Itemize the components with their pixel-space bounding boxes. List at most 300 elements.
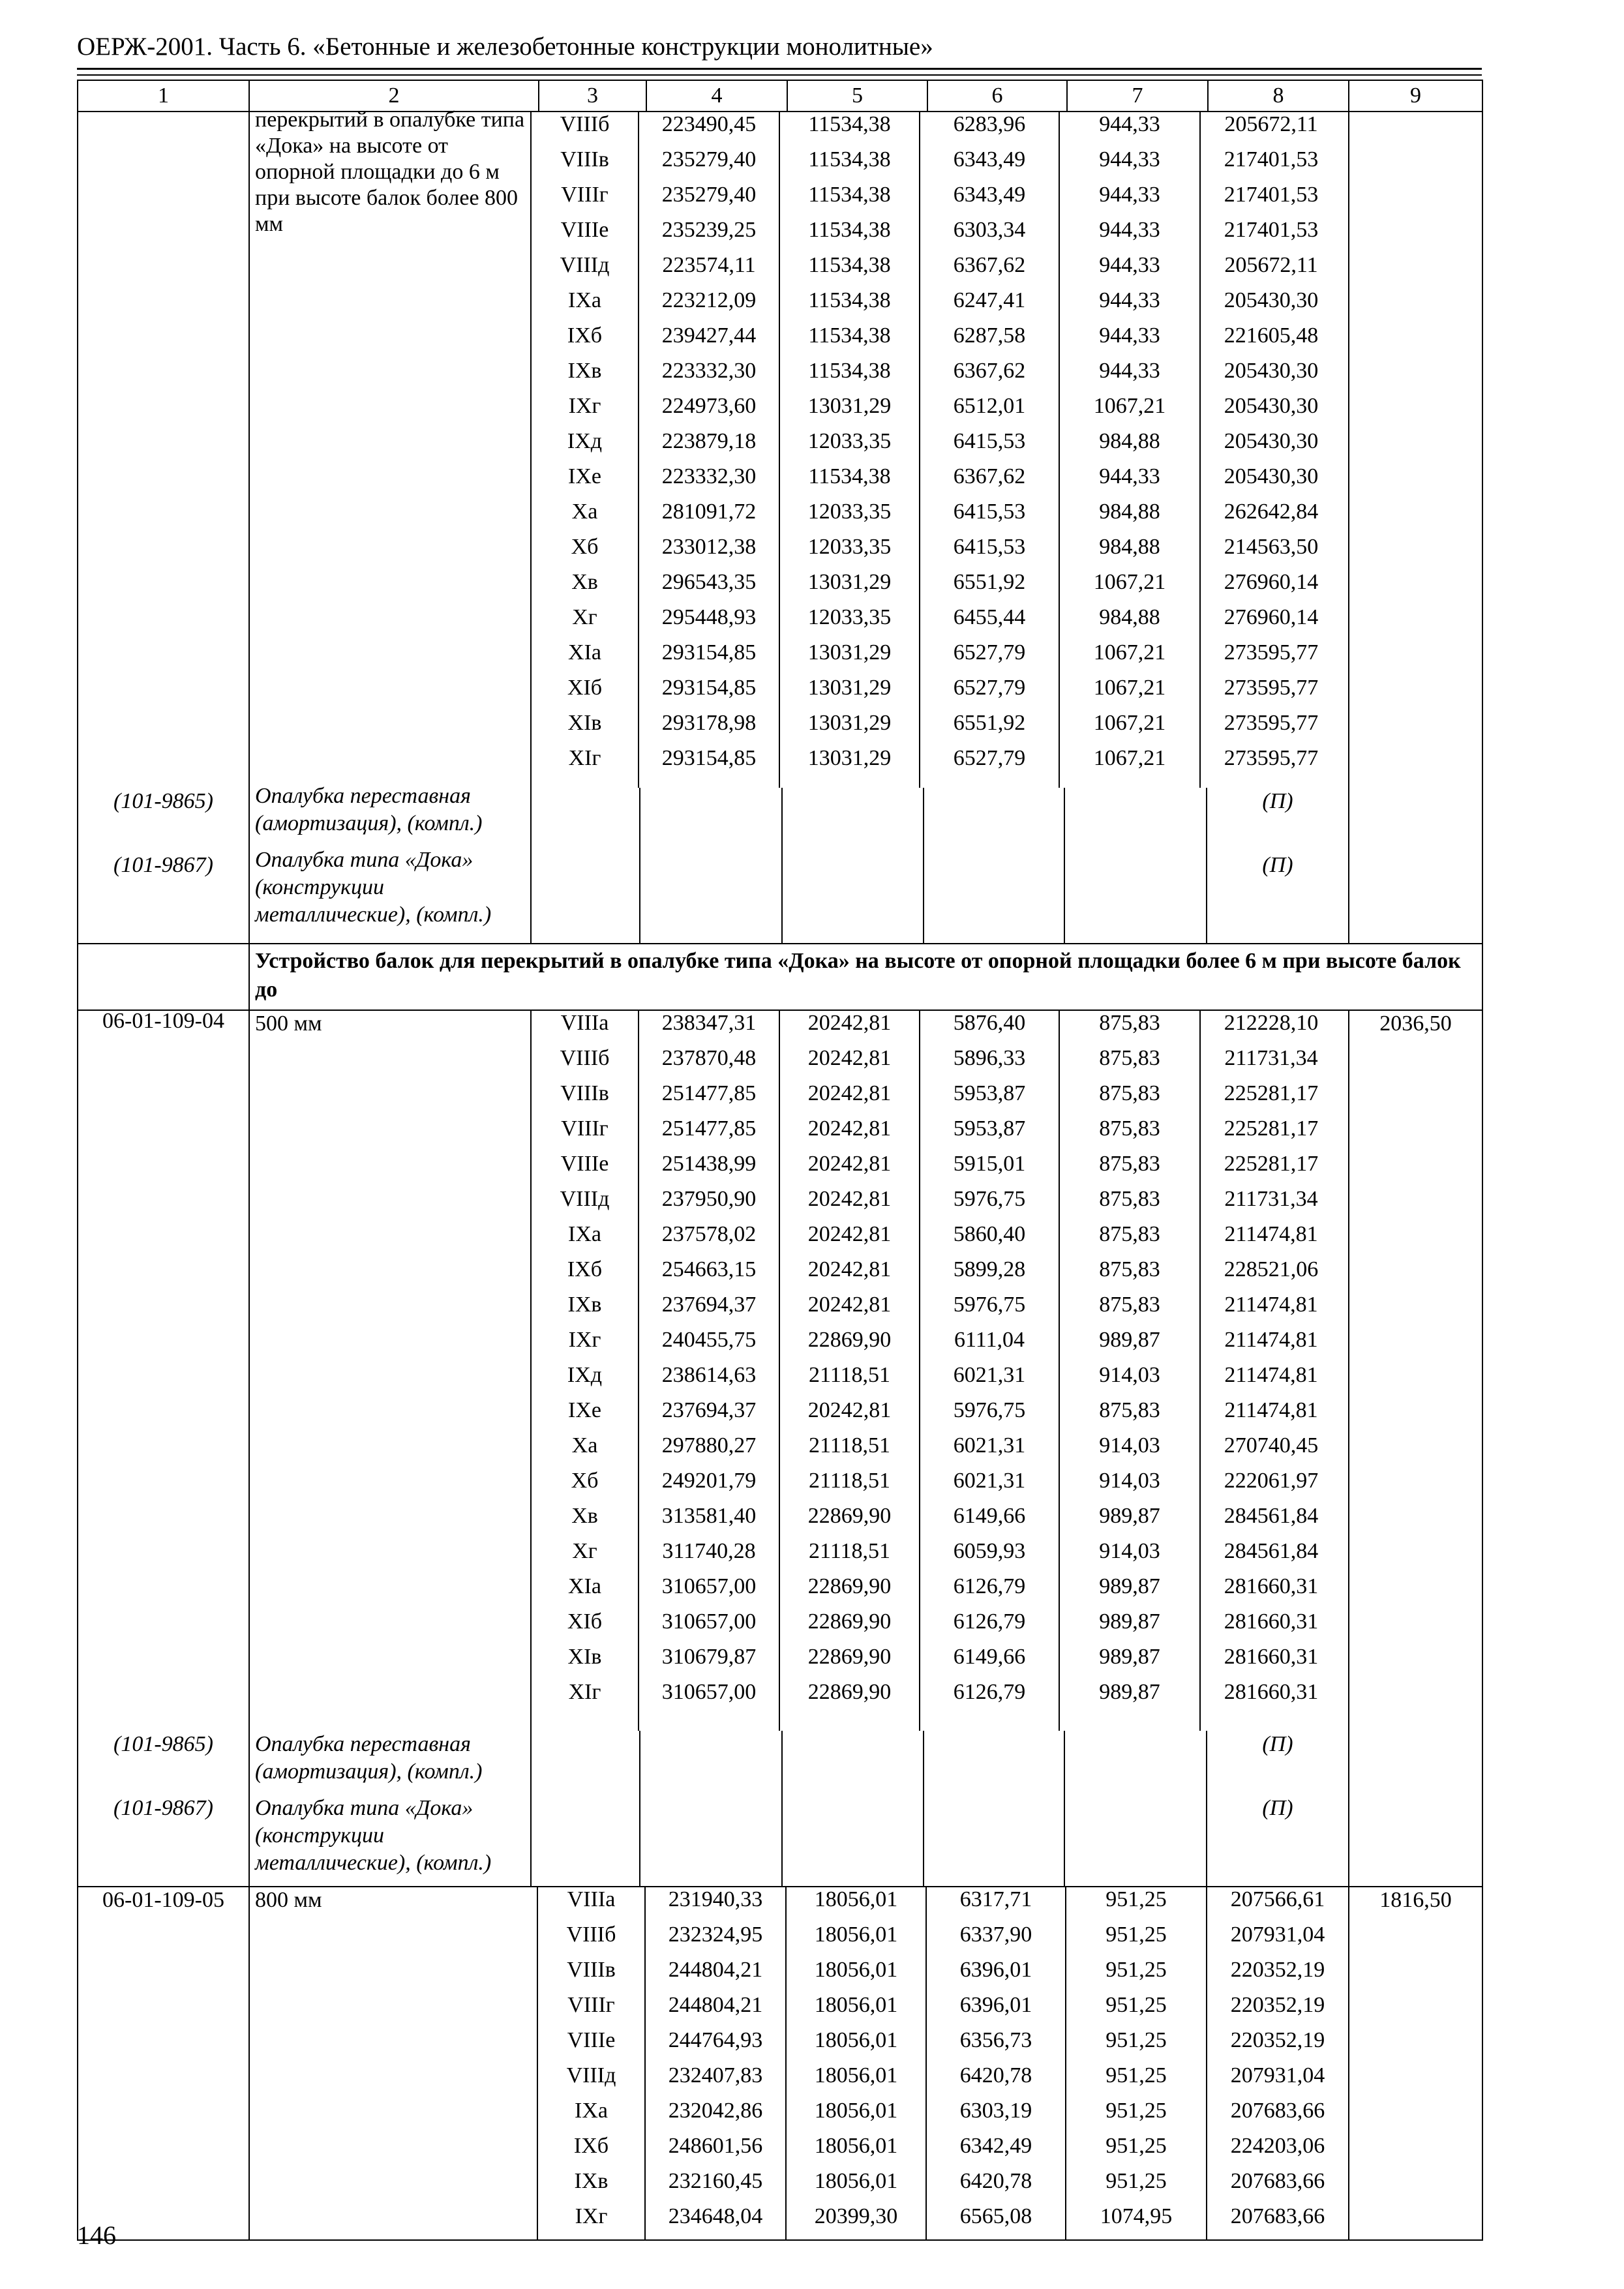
value-cell: 231940,33 xyxy=(668,1887,763,1911)
value-cell: 6059,93 xyxy=(953,1539,1026,1563)
value-cell: 5876,40 xyxy=(953,1011,1026,1035)
region-cell: VIIIе xyxy=(560,1152,609,1176)
rate-block-06-01-109-04 xyxy=(78,1010,1482,1887)
value-cell: 875,83 xyxy=(1099,1187,1160,1211)
labor-value: 1816,50 xyxy=(1379,1888,1452,1912)
value-cell: 273595,77 xyxy=(1224,640,1319,665)
resource-name: Опалубка переставная (амортизация), (компл.) xyxy=(255,1732,483,1784)
value-cell: 989,87 xyxy=(1099,1609,1160,1634)
region-cell: Xа xyxy=(571,500,598,524)
value-cell: 232042,86 xyxy=(668,2099,763,2123)
value-cell: 12033,35 xyxy=(807,500,892,524)
value-cell: 220352,19 xyxy=(1230,1958,1325,1982)
value-cell: 20242,81 xyxy=(807,1152,892,1176)
value-cell: 220352,19 xyxy=(1230,2028,1325,2052)
region-cell: VIIIа xyxy=(567,1887,616,1911)
region-cell: IXв xyxy=(567,1293,602,1317)
value-cell: 6287,58 xyxy=(953,323,1026,348)
value-cell: 11534,38 xyxy=(808,253,891,277)
value-cell: 944,33 xyxy=(1099,253,1160,277)
value-cell: 254663,15 xyxy=(661,1257,757,1281)
value-cell: 6367,62 xyxy=(953,464,1026,488)
value-cell: 11534,38 xyxy=(808,288,891,312)
value-cell: 6396,01 xyxy=(959,1958,1032,1982)
value-cell: 235239,25 xyxy=(661,218,757,242)
value-cell: 875,83 xyxy=(1099,1116,1160,1141)
region-cell: IXв xyxy=(574,2169,609,2193)
value-cell: 875,83 xyxy=(1099,1046,1160,1070)
value-cell: 984,88 xyxy=(1099,429,1160,453)
value-cell: 281660,31 xyxy=(1224,1680,1319,1704)
value-cell: 220352,19 xyxy=(1230,1993,1325,2017)
value-cell: 251438,99 xyxy=(661,1152,757,1176)
value-cell: 293178,98 xyxy=(661,711,757,735)
code-cell xyxy=(78,112,249,944)
value-cell: 6247,41 xyxy=(953,288,1026,312)
value-cell: 5953,87 xyxy=(953,1116,1026,1141)
value-cell: 22869,90 xyxy=(807,1645,892,1669)
region-cell: VIIIд xyxy=(560,253,610,277)
value-cell: 211474,81 xyxy=(1224,1293,1318,1317)
resource-mark: (П) xyxy=(1262,789,1293,813)
value-cell: 6415,53 xyxy=(953,535,1026,559)
region-cell: VIIIг xyxy=(567,1993,615,2017)
value-cell: 262642,84 xyxy=(1224,500,1319,524)
region-cell: XIг xyxy=(568,746,601,770)
value-cell: 211474,81 xyxy=(1224,1398,1318,1422)
value-cell: 6283,96 xyxy=(953,112,1026,136)
value-cell: 6126,79 xyxy=(953,1609,1026,1634)
value-cell: 21118,51 xyxy=(809,1433,890,1458)
value-cell: 13031,29 xyxy=(807,640,892,665)
value-column xyxy=(1201,112,1342,788)
header-rule-thin xyxy=(77,74,1482,76)
resource-name: Опалубка типа «Дока» (конструкции металлические), (компл.) xyxy=(255,1796,492,1875)
region-cell: Xб xyxy=(571,1469,599,1493)
region-cell: XIв xyxy=(567,1645,602,1669)
value-column xyxy=(1060,112,1201,788)
value-cell: 6356,73 xyxy=(959,2028,1032,2052)
value-cell: 6126,79 xyxy=(953,1680,1026,1704)
value-cell: 951,25 xyxy=(1105,2169,1167,2193)
value-column xyxy=(639,112,780,788)
value-cell: 232407,83 xyxy=(668,2063,763,2087)
value-cell: 1074,95 xyxy=(1100,2204,1173,2228)
value-cell: 20242,81 xyxy=(807,1187,892,1211)
value-cell: 6527,79 xyxy=(953,746,1026,770)
value-cell: 6343,49 xyxy=(953,183,1026,207)
value-column xyxy=(920,1011,1060,1731)
value-cell: 238614,63 xyxy=(661,1363,757,1387)
region-cell: XIв xyxy=(567,711,602,735)
value-cell: 13031,29 xyxy=(807,394,892,418)
value-cell: 228521,06 xyxy=(1224,1257,1319,1281)
value-cell: 1067,21 xyxy=(1093,640,1166,665)
value-cell: 6126,79 xyxy=(953,1574,1026,1598)
value-cell: 244804,21 xyxy=(668,1958,763,1982)
col9-cell xyxy=(1349,112,1482,944)
value-cell: 276960,14 xyxy=(1224,605,1319,629)
value-column xyxy=(920,112,1060,788)
value-cell: 20399,30 xyxy=(814,2204,898,2228)
value-cell: 1067,21 xyxy=(1093,394,1166,418)
value-cell: 18056,01 xyxy=(814,2169,898,2193)
region-cell: IXг xyxy=(568,1328,601,1352)
region-cell: IXа xyxy=(568,288,601,312)
value-cell: 232324,95 xyxy=(668,1922,763,1947)
value-cell: 217401,53 xyxy=(1224,183,1319,207)
value-cell: 989,87 xyxy=(1099,1328,1160,1352)
value-cell: 251477,85 xyxy=(661,1116,757,1141)
region-cell: XIа xyxy=(568,1574,601,1598)
work-description: 500 мм xyxy=(255,1011,322,1036)
region-cell: IXв xyxy=(567,359,602,383)
value-cell: 20242,81 xyxy=(807,1222,892,1246)
value-cell: 273595,77 xyxy=(1224,676,1319,700)
value-cell: 914,03 xyxy=(1099,1469,1160,1493)
region-cell: Xг xyxy=(572,605,597,629)
value-cell: 11534,38 xyxy=(808,323,891,348)
value-cell: 293154,85 xyxy=(661,676,757,700)
value-cell: 223212,09 xyxy=(661,288,757,312)
value-cell: 223332,30 xyxy=(661,359,757,383)
value-cell: 205430,30 xyxy=(1224,429,1319,453)
value-column xyxy=(1201,1011,1342,1731)
value-cell: 984,88 xyxy=(1099,605,1160,629)
value-cell: 205672,11 xyxy=(1224,253,1318,277)
work-description: 800 мм xyxy=(255,1888,322,1912)
value-cell: 211474,81 xyxy=(1224,1222,1318,1246)
region-cell: VIIIг xyxy=(561,1116,609,1141)
value-column xyxy=(1207,1887,1348,2239)
value-cell: 248601,56 xyxy=(668,2134,763,2158)
value-cell: 6415,53 xyxy=(953,429,1026,453)
value-cell: 281660,31 xyxy=(1224,1609,1319,1634)
value-cell: 223332,30 xyxy=(661,464,757,488)
value-cell: 207566,61 xyxy=(1230,1887,1325,1911)
value-cell: 6367,62 xyxy=(953,359,1026,383)
value-cell: 6021,31 xyxy=(953,1363,1026,1387)
region-cell: Xа xyxy=(571,1433,598,1458)
region-cell: IXа xyxy=(568,1222,601,1246)
value-cell: 217401,53 xyxy=(1224,218,1319,242)
value-cell: 207683,66 xyxy=(1230,2099,1325,2123)
region-cell: VIIIе xyxy=(567,2028,616,2052)
value-cell: 1067,21 xyxy=(1093,676,1166,700)
value-cell: 18056,01 xyxy=(814,1922,898,1947)
value-cell: 989,87 xyxy=(1099,1504,1160,1528)
value-cell: 207683,66 xyxy=(1230,2169,1325,2193)
col-number: 1 xyxy=(78,80,249,112)
value-cell: 310657,00 xyxy=(661,1574,757,1598)
region-cell: Xб xyxy=(571,535,599,559)
value-cell: 225281,17 xyxy=(1224,1116,1319,1141)
value-cell: 21118,51 xyxy=(809,1469,890,1493)
value-cell: 284561,84 xyxy=(1224,1539,1319,1563)
value-cell: 207931,04 xyxy=(1230,1922,1325,1947)
value-cell: 22869,90 xyxy=(807,1609,892,1634)
value-cell: 273595,77 xyxy=(1224,746,1319,770)
code-cell xyxy=(78,1887,249,2240)
value-cell: 6527,79 xyxy=(953,640,1026,665)
col-number: 4 xyxy=(646,80,787,112)
value-cell: 944,33 xyxy=(1099,288,1160,312)
value-cell: 205430,30 xyxy=(1224,359,1319,383)
value-cell: 951,25 xyxy=(1105,2099,1167,2123)
value-cell: 951,25 xyxy=(1105,1887,1167,1911)
value-cell: 212228,10 xyxy=(1224,1011,1319,1035)
value-cell: 18056,01 xyxy=(814,1887,898,1911)
value-cell: 13031,29 xyxy=(807,711,892,735)
value-cell: 311740,28 xyxy=(662,1539,756,1563)
running-header: ОЕРЖ-2001. Часть 6. «Бетонные и железобетонные конструкции монолитные» xyxy=(77,33,933,61)
region-cell: VIIIд xyxy=(566,2063,616,2087)
values-area xyxy=(532,112,1348,943)
col-number: 7 xyxy=(1067,80,1208,112)
value-cell: 944,33 xyxy=(1099,464,1160,488)
value-cell: 211474,81 xyxy=(1224,1363,1318,1387)
value-column xyxy=(639,1011,780,1731)
value-cell: 12033,35 xyxy=(807,535,892,559)
value-cell: 6337,90 xyxy=(959,1922,1032,1947)
value-column xyxy=(780,1011,920,1731)
region-cell: VIIIб xyxy=(560,112,610,136)
value-cell: 310657,00 xyxy=(661,1680,757,1704)
col-number: 9 xyxy=(1349,80,1482,112)
value-cell: 249201,79 xyxy=(661,1469,757,1493)
value-cell: 6512,01 xyxy=(953,394,1026,418)
value-column xyxy=(646,1887,787,2239)
value-cell: 6317,71 xyxy=(959,1887,1032,1911)
value-cell: 944,33 xyxy=(1099,323,1160,348)
value-column xyxy=(927,1887,1066,2239)
value-cell: 211731,34 xyxy=(1224,1187,1318,1211)
value-cell: 18056,01 xyxy=(814,2028,898,2052)
value-cell: 237870,48 xyxy=(661,1046,757,1070)
region-cell: VIIIе xyxy=(560,218,609,242)
value-cell: 6021,31 xyxy=(953,1433,1026,1458)
value-cell: 211731,34 xyxy=(1224,1046,1318,1070)
value-cell: 313581,40 xyxy=(661,1504,757,1528)
value-cell: 273595,77 xyxy=(1224,711,1319,735)
value-cell: 233012,38 xyxy=(661,535,757,559)
region-cell: IXб xyxy=(567,323,603,348)
value-cell: 270740,45 xyxy=(1224,1433,1319,1458)
value-cell: 11534,38 xyxy=(808,147,891,172)
page-number: 146 xyxy=(77,2221,116,2250)
region-cell: IXб xyxy=(567,1257,603,1281)
region-cell: IXг xyxy=(568,394,601,418)
value-cell: 6149,66 xyxy=(953,1504,1026,1528)
col-number: 6 xyxy=(927,80,1067,112)
value-cell: 6455,44 xyxy=(953,605,1026,629)
value-cell: 944,33 xyxy=(1099,218,1160,242)
region-cell: VIIIб xyxy=(560,1046,610,1070)
value-cell: 5899,28 xyxy=(953,1257,1026,1281)
values-grid-part3 xyxy=(538,1887,1348,2239)
value-cell: 951,25 xyxy=(1105,2134,1167,2158)
value-cell: 18056,01 xyxy=(814,2099,898,2123)
values-grid-part2 xyxy=(532,1011,1348,1731)
value-cell: 5860,40 xyxy=(953,1222,1026,1246)
resource-name: Опалубка переставная (амортизация), (компл.) xyxy=(255,784,483,835)
resource-code: (101-9865) xyxy=(113,1732,213,1756)
value-cell: 296543,35 xyxy=(661,570,757,594)
resource-code: (101-9867) xyxy=(113,1796,213,1820)
region-cell: IXе xyxy=(568,464,601,488)
value-cell: 20242,81 xyxy=(807,1116,892,1141)
value-cell: 951,25 xyxy=(1105,1922,1167,1947)
value-column xyxy=(532,1011,639,1731)
value-cell: 18056,01 xyxy=(814,2063,898,2087)
region-cell: VIIIв xyxy=(560,1081,609,1105)
value-cell: 11534,38 xyxy=(808,183,891,207)
value-cell: 232160,45 xyxy=(668,2169,763,2193)
value-cell: 20242,81 xyxy=(807,1046,892,1070)
value-cell: 944,33 xyxy=(1099,183,1160,207)
value-cell: 225281,17 xyxy=(1224,1081,1319,1105)
value-cell: 281660,31 xyxy=(1224,1645,1319,1669)
resource-mark: (П) xyxy=(1262,853,1293,877)
value-cell: 951,25 xyxy=(1105,1993,1167,2017)
value-cell: 875,83 xyxy=(1099,1081,1160,1105)
value-cell: 276960,14 xyxy=(1224,570,1319,594)
value-cell: 6527,79 xyxy=(953,676,1026,700)
region-cell: IXа xyxy=(575,2099,608,2123)
value-cell: 225281,17 xyxy=(1224,1152,1319,1176)
value-cell: 6111,04 xyxy=(954,1328,1025,1352)
value-cell: 5953,87 xyxy=(953,1081,1026,1105)
value-cell: 13031,29 xyxy=(807,676,892,700)
merged-cell xyxy=(249,1010,1349,1887)
value-cell: 944,33 xyxy=(1099,147,1160,172)
value-cell: 1067,21 xyxy=(1093,711,1166,735)
value-column xyxy=(1066,1887,1207,2239)
value-cell: 207683,66 xyxy=(1230,2204,1325,2228)
value-cell: 951,25 xyxy=(1105,2063,1167,2087)
value-cell: 244764,93 xyxy=(668,2028,763,2052)
code-cell xyxy=(78,1010,249,1887)
value-cell: 11534,38 xyxy=(808,218,891,242)
region-cell: IXб xyxy=(573,2134,609,2158)
merged-cell xyxy=(249,108,1349,944)
value-cell: 875,83 xyxy=(1099,1011,1160,1035)
region-cell: IXд xyxy=(567,429,603,453)
value-cell: 989,87 xyxy=(1099,1680,1160,1704)
value-cell: 5976,75 xyxy=(953,1293,1026,1317)
resource-code: (101-9867) xyxy=(113,853,213,877)
value-cell: 944,33 xyxy=(1099,359,1160,383)
resource-name: Опалубка типа «Дока» (конструкции металлические), (компл.) xyxy=(255,848,492,927)
value-cell: 6149,66 xyxy=(953,1645,1026,1669)
value-cell: 875,83 xyxy=(1099,1293,1160,1317)
value-cell: 281091,72 xyxy=(661,500,757,524)
col-number: 5 xyxy=(787,80,927,112)
value-cell: 11534,38 xyxy=(808,464,891,488)
description-column xyxy=(250,1887,538,2239)
value-cell: 12033,35 xyxy=(807,605,892,629)
region-cell: Xг xyxy=(572,1539,597,1563)
value-cell: 5896,33 xyxy=(953,1046,1026,1070)
col9-cell xyxy=(1349,1010,1482,1887)
merged-cell xyxy=(249,1887,1349,2240)
value-cell: 6420,78 xyxy=(959,2063,1032,2087)
value-cell: 237694,37 xyxy=(661,1293,757,1317)
value-cell: 281660,31 xyxy=(1224,1574,1319,1598)
value-cell: 6551,92 xyxy=(953,570,1026,594)
value-cell: 234648,04 xyxy=(668,2204,763,2228)
value-cell: 6303,19 xyxy=(959,2099,1032,2123)
rate-block-continued xyxy=(78,112,1482,944)
value-cell: 310679,87 xyxy=(661,1645,757,1669)
value-cell: 293154,85 xyxy=(661,746,757,770)
value-cell: 875,83 xyxy=(1099,1152,1160,1176)
value-cell: 6551,92 xyxy=(953,711,1026,735)
value-cell: 223879,18 xyxy=(661,429,757,453)
values-grid-part1 xyxy=(532,112,1348,788)
value-cell: 875,83 xyxy=(1099,1257,1160,1281)
value-column xyxy=(1060,1011,1201,1731)
resource-mark: (П) xyxy=(1262,1732,1293,1756)
region-cell: Xв xyxy=(571,570,598,594)
region-cell: XIб xyxy=(567,676,603,700)
value-cell: 1067,21 xyxy=(1093,570,1166,594)
region-cell: XIа xyxy=(568,640,601,665)
value-cell: 235279,40 xyxy=(661,147,757,172)
value-cell: 914,03 xyxy=(1099,1433,1160,1458)
value-cell: 295448,93 xyxy=(661,605,757,629)
resource-code: (101-9865) xyxy=(113,789,213,813)
rates-table xyxy=(77,80,1483,2241)
value-cell: 237578,02 xyxy=(661,1222,757,1246)
value-column xyxy=(780,112,920,788)
value-cell: 221605,48 xyxy=(1224,323,1319,348)
value-cell: 18056,01 xyxy=(814,1993,898,2017)
col-number: 2 xyxy=(249,80,539,112)
resource-mark: (П) xyxy=(1262,1796,1293,1820)
value-cell: 13031,29 xyxy=(807,570,892,594)
value-cell: 223574,11 xyxy=(662,253,756,277)
value-cell: 13031,29 xyxy=(807,746,892,770)
value-cell: 239427,44 xyxy=(661,323,757,348)
region-cell: XIб xyxy=(567,1609,603,1634)
value-cell: 22869,90 xyxy=(807,1680,892,1704)
value-cell: 6367,62 xyxy=(953,253,1026,277)
value-cell: 205430,30 xyxy=(1224,288,1319,312)
header-rule xyxy=(77,68,1482,70)
value-cell: 18056,01 xyxy=(814,1958,898,1982)
value-cell: 22869,90 xyxy=(807,1328,892,1352)
region-cell: Xв xyxy=(571,1504,598,1528)
value-column xyxy=(532,112,639,788)
col-number: 8 xyxy=(1208,80,1349,112)
col9-cell xyxy=(1349,1887,1482,2240)
value-cell: 875,83 xyxy=(1099,1398,1160,1422)
value-cell: 6343,49 xyxy=(953,147,1026,172)
value-cell: 20242,81 xyxy=(807,1011,892,1035)
value-cell: 297880,27 xyxy=(661,1433,757,1458)
section-title-row xyxy=(78,944,1482,1010)
value-cell: 11534,38 xyxy=(808,112,891,136)
region-cell: VIIIа xyxy=(560,1011,609,1035)
value-cell: 235279,40 xyxy=(661,183,757,207)
value-cell: 875,83 xyxy=(1099,1222,1160,1246)
value-cell: 240455,75 xyxy=(661,1328,757,1352)
value-cell: 237950,90 xyxy=(661,1187,757,1211)
value-cell: 5915,01 xyxy=(953,1152,1026,1176)
value-cell: 20242,81 xyxy=(807,1398,892,1422)
value-column xyxy=(538,1887,646,2239)
